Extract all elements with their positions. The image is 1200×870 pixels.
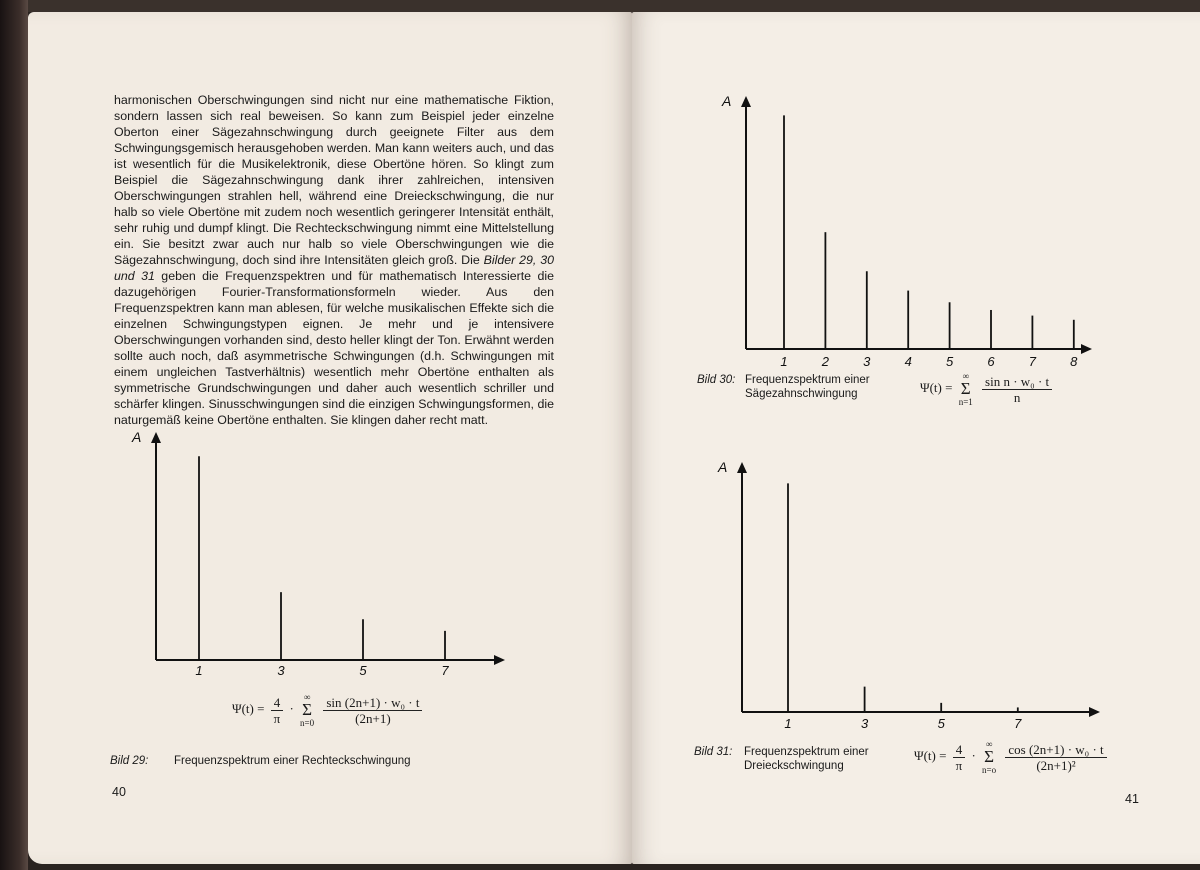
x-tick-label: 7	[1028, 354, 1037, 369]
formula-fraction	[323, 695, 422, 726]
caption-line2: Sägezahnschwingung	[745, 388, 858, 400]
formula-lhs: Ψ(t) =	[920, 379, 953, 395]
x-tick-label: 6	[987, 354, 995, 369]
sum-lower: n=o	[982, 765, 997, 775]
x-tick-label: 5	[945, 354, 954, 369]
formula-lhs: Ψ(t) =	[914, 747, 947, 763]
x-tick-label: 5	[937, 716, 945, 731]
formula-bild29	[232, 692, 425, 728]
formula-sum	[959, 371, 973, 407]
caption-bild31	[694, 745, 869, 773]
y-axis-arrow	[151, 432, 161, 443]
sum-upper: ∞	[962, 371, 969, 381]
x-tick-label: 3	[860, 716, 869, 731]
sum-upper: ∞	[303, 692, 311, 702]
y-axis-label: A	[718, 459, 728, 475]
body-text-part1: harmonischen Oberschwingungen sind nicht nur eine mathematische Fiktion, sondern lassen sich real beweisen. So kann zum Beispiel jeder einzelne Oberton einer Sägezahnschwingung durch geeignete Filter aus dem Schwingungsgemisch herausgehoben werden. Man kann weiters auch, und das ist wesentlich für die Musikelektronik, diese Obertöne hören. So klingt zum Beispiel die Sägezahnschwingung dank ihrer zahlreichen, intensiven Oberschwingungen strahlen hell, während eine Dreieckschwingung, die nur halb so viele Obertöne mit zudem noch wesentlich geringerer Intensität enthält, sehr ruhig und dumpf klingt. Die Rechteckschwingung nimmt eine Mittelstellung ein. Sie besitzt zwar auch nur halb so viele Oberschwingungen wie die Sägezahnschwingung, doch sind ihre Intensitäten gleich groß. Die	[114, 93, 554, 267]
caption-label: Bild 29:	[110, 755, 149, 767]
caption-label: Bild 31:	[694, 746, 733, 758]
coef-denominator: π	[955, 757, 963, 773]
formula-dot: ·	[971, 747, 976, 763]
fraction-numerator: sin n · w₀ · t	[982, 374, 1052, 390]
body-text-part2: geben die Frequenzspektren und für mathematisch Interessierte die dazugehörigen Fourier-Transformationsformeln wieder. Aus den Frequenzspektren kann man ablesen, für welche musikalischen Effekte sich die einzelnen Schwingungstypen eignen. Je mehr und je intensivere Oberschwingungen vorhanden sind, desto heller klingt der Ton. Erwähnt werden sollte auch noch, daß asymmetrische Schwingungen (d.h. Schwingungen mit einem ungleichen Tastverhältnis) wesentlich mehr Obertöne enthalten als symmetrische Grundschwingungen und daher auch wesentlich schriller und schärfer klingen. Sinusschwingungen sind die einzigen Schwingungsformen, die naturgemäß keine Obertöne enthalten. Sie klingen daher recht matt.	[114, 269, 554, 427]
x-axis-arrow	[1081, 344, 1092, 354]
y-axis-label: A	[722, 93, 732, 109]
x-tick-label: 1	[784, 716, 792, 731]
caption-text: Frequenzspektrum einer Rechteckschwingung	[174, 755, 411, 767]
page-number-left: 40	[112, 785, 126, 799]
formula-sum	[300, 692, 314, 728]
caption-line1: Frequenzspektrum einer	[745, 374, 870, 386]
caption-label: Bild 30:	[697, 374, 736, 386]
sum-lower: n=0	[300, 718, 315, 728]
formula-fraction	[1005, 742, 1106, 773]
x-tick-label: 3	[863, 354, 871, 369]
page-number-right: 41	[1125, 792, 1139, 806]
sum-lower: n=1	[958, 397, 973, 407]
x-tick-label: 8	[1070, 354, 1078, 369]
sum-sign: Σ	[984, 747, 995, 766]
y-axis-arrow	[741, 96, 751, 107]
x-axis-arrow	[1089, 707, 1100, 717]
x-tick-label: 1	[780, 354, 788, 369]
sum-sign: Σ	[960, 379, 971, 398]
x-tick-label: 5	[359, 663, 367, 678]
fraction-denominator: (2n+1)²	[1036, 757, 1076, 773]
coef-numerator: 4	[953, 742, 966, 758]
x-tick-label: 3	[277, 663, 285, 678]
fraction-denominator: n	[1013, 389, 1021, 405]
fraction-numerator: cos (2n+1) · w₀ · t	[1005, 742, 1106, 758]
x-tick-label: 4	[904, 354, 912, 369]
caption-line1: Frequenzspektrum einer	[744, 746, 869, 758]
formula-sum	[982, 739, 996, 775]
figure-reference: Bilder 29, 30 und 31	[114, 253, 554, 283]
x-tick-label: 7	[1014, 716, 1022, 731]
caption-bild30	[697, 373, 870, 401]
formula-dot: ·	[289, 700, 294, 716]
fraction-denominator: (2n+1)	[355, 710, 391, 726]
y-axis-label: A	[132, 429, 142, 445]
x-tick-label: 7	[441, 663, 449, 678]
formula-fraction	[982, 374, 1052, 405]
x-tick-label: 2	[821, 354, 830, 369]
formula-coefficient	[953, 742, 966, 773]
coef-denominator: π	[273, 710, 281, 726]
formula-coefficient	[271, 695, 284, 726]
x-tick-label: 1	[195, 663, 203, 678]
formula-bild30	[920, 371, 1055, 407]
caption-bild29	[110, 754, 411, 768]
formula-bild31	[914, 739, 1110, 775]
coef-numerator: 4	[271, 695, 284, 711]
caption-line2: Dreieckschwingung	[744, 760, 844, 772]
sum-sign: Σ	[302, 700, 313, 719]
x-axis-arrow	[494, 655, 505, 665]
fraction-numerator: sin (2n+1) · w₀ · t	[323, 695, 422, 711]
formula-lhs: Ψ(t) =	[232, 700, 265, 716]
y-axis-arrow	[737, 462, 747, 473]
sum-upper: ∞	[985, 739, 993, 749]
